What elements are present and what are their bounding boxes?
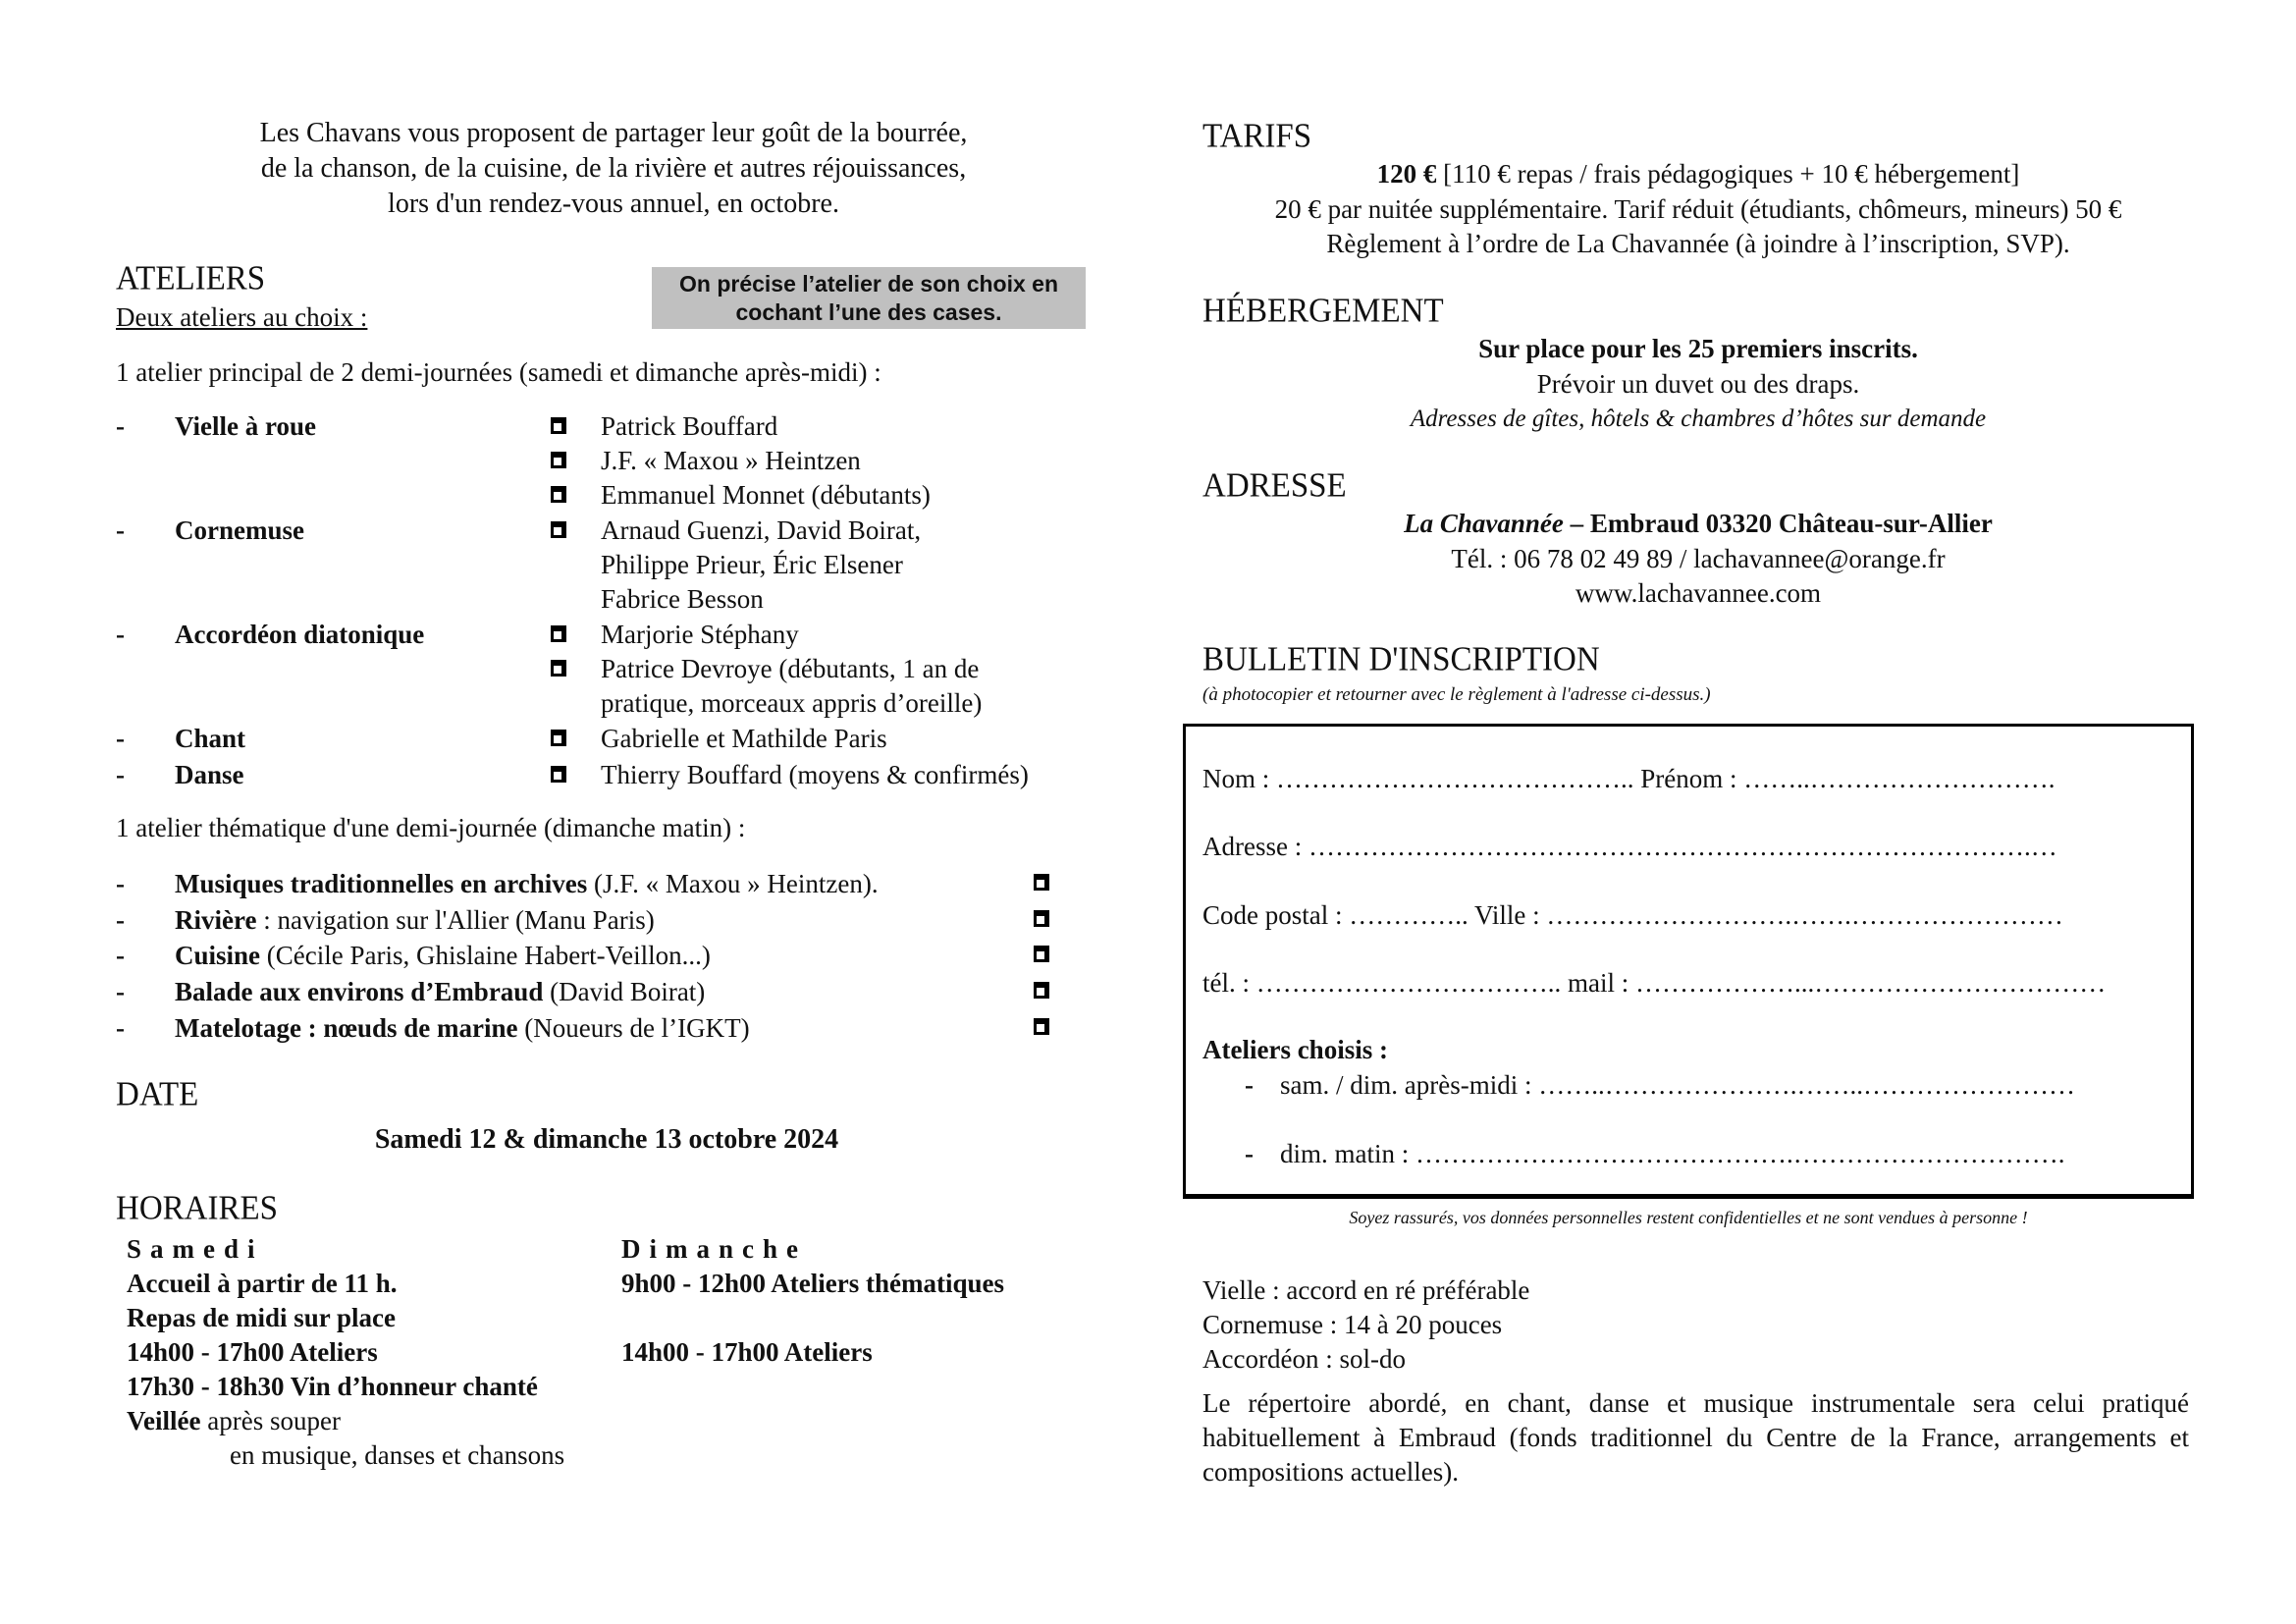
schedule-item: 14h00 - 17h00 Ateliers: [127, 1337, 378, 1367]
principal-row: [116, 582, 1097, 616]
thematique-label: [175, 903, 655, 937]
principal-row: [116, 652, 1097, 685]
price-main: 120 €: [1376, 159, 1437, 189]
teacher-option: Emmanuel Monnet (débutants): [601, 480, 931, 510]
bullet-dash: -: [116, 411, 125, 441]
notice-box: On précise l’atelier de son choix en cochant l’une des cases.: [652, 267, 1086, 329]
intro-paragraph: [147, 116, 1080, 222]
veillee-line2: en musique, danses et chansons: [230, 1440, 565, 1470]
teacher-option-continued: pratique, morceaux appris d’oreille): [601, 688, 983, 718]
privacy-note: Soyez rassurés, vos données personnelles restent confidentielles et ne sont vendues à personne !: [1349, 1208, 2028, 1227]
instrument-label: Accordéon diatonique: [175, 620, 425, 649]
checkbox[interactable]: [1034, 874, 1049, 891]
bullet-dash: -: [116, 1013, 125, 1043]
schedule-item-veillee: [127, 1404, 564, 1438]
thematique-title: Matelotage : nœuds de marine: [175, 1013, 518, 1043]
thematique-label: [175, 867, 879, 900]
tel-field[interactable]: tél. : ……………………………..: [1202, 968, 1568, 998]
bullet-dash: -: [116, 760, 125, 789]
teacher-option: J.F. « Maxou » Heintzen: [601, 446, 861, 475]
thematique-label: [175, 939, 711, 972]
form-row-code-ville: [1202, 898, 2063, 933]
thematique-intro: 1 atelier thématique d'une demi-journée (dimanche matin) :: [116, 813, 746, 842]
org-place: – Embraud 03320 Château-sur-Allier: [1563, 509, 1993, 538]
thematique-detail: : navigation sur l'Allier (Manu Paris): [256, 905, 655, 935]
principal-row-chant: [116, 722, 1097, 755]
nom-field[interactable]: Nom : …………………………………..: [1202, 764, 1641, 793]
principal-row: [116, 548, 1097, 581]
checkbox[interactable]: [551, 486, 566, 503]
checkbox[interactable]: [551, 625, 566, 642]
thematique-title: Cuisine: [175, 941, 261, 970]
principal-row-cornemuse: [116, 514, 1097, 547]
adresse-line1: [1202, 507, 2194, 541]
thematique-label: [175, 975, 705, 1008]
org-name: La Chavannée: [1404, 509, 1564, 538]
bullet-dash: -: [116, 869, 125, 898]
thematique-row: [116, 939, 1097, 972]
day-label-dimanche: Dimanche: [621, 1234, 807, 1264]
schedule-samedi: [127, 1232, 564, 1473]
matin-field[interactable]: dim. matin : …………………………………….………………………….: [1280, 1139, 2065, 1168]
note-accordeon: Accordéon : sol-do: [1202, 1344, 1406, 1374]
code-postal-field[interactable]: Code postal : …………..: [1202, 900, 1475, 930]
principal-row: [116, 444, 1097, 477]
hebergement-line1: Sur place pour les 25 premiers inscrits.: [1478, 334, 1918, 363]
note-repertoire: Le répertoire abordé, en chant, danse et musique instrumentale sera celui pratiqué habituellement à Embraud (fonds traditionnel du Centre de la France, arrangements et compositions actuelles).: [1202, 1388, 2189, 1487]
instrument-label: Cornemuse: [175, 515, 304, 545]
principal-row: [116, 686, 1097, 720]
bullet-dash: -: [116, 515, 125, 545]
thematique-label: [175, 1011, 750, 1045]
bulletin-note: (à photocopier et retourner avec le règlement à l'adresse ci-dessus.): [1202, 684, 1711, 705]
horaires-heading: HORAIRES: [116, 1190, 279, 1227]
checkbox[interactable]: [551, 766, 566, 783]
thematique-row: [116, 1011, 1097, 1045]
adresse-website[interactable]: www.lachavannee.com: [1575, 578, 1822, 608]
schedule-item: 14h00 - 17h00 Ateliers: [621, 1337, 873, 1367]
tarifs-price: [1202, 157, 2194, 191]
tarifs-line2: 20 € par nuitée supplémentaire. Tarif réduit (étudiants, chômeurs, mineurs) 50 €: [1274, 194, 2122, 224]
schedule-item: 9h00 - 12h00 Ateliers thématiques: [621, 1269, 1004, 1298]
thematique-title: Balade aux environs d’Embraud: [175, 977, 544, 1006]
date-heading: DATE: [116, 1076, 199, 1113]
instrument-label: Chant: [175, 724, 246, 753]
instrument-label: Danse: [175, 760, 244, 789]
teacher-option: Arnaud Guenzi, David Boirat,: [601, 515, 922, 545]
thematique-detail: (J.F. « Maxou » Heintzen).: [587, 869, 879, 898]
bullet-dash: -: [116, 977, 125, 1006]
veillee-rest: après souper: [200, 1406, 341, 1435]
thematique-detail: (Cécile Paris, Ghislaine Habert-Veillon...): [260, 941, 711, 970]
veillee-bold: Veillée: [127, 1406, 201, 1435]
principal-row-accordeon: [116, 618, 1097, 651]
bullet-dash: -: [1245, 1070, 1254, 1100]
mail-field[interactable]: mail : ………………...……………………………: [1568, 968, 2107, 998]
schedule-item: 17h30 - 18h30 Vin d’honneur chanté: [127, 1372, 538, 1401]
thematique-row: [116, 867, 1097, 900]
adresse-field[interactable]: Adresse : ……………………………………………………………………….…: [1202, 832, 2057, 861]
form-row-nom: [1202, 762, 2056, 796]
thematique-detail: (Noueurs de l’IGKT): [517, 1013, 750, 1043]
hebergement-heading: HÉBERGEMENT: [1202, 293, 1444, 330]
thematique-row: [116, 975, 1097, 1008]
teacher-option-continued: Fabrice Besson: [601, 584, 764, 614]
principal-row-vielle: [116, 409, 1097, 443]
teacher-option: Marjorie Stéphany: [601, 620, 799, 649]
checkbox[interactable]: [551, 521, 566, 538]
thematique-title: Musiques traditionnelles en archives: [175, 869, 588, 898]
bullet-dash: -: [116, 620, 125, 649]
ville-field[interactable]: Ville : ……………………….…….……………………: [1474, 900, 2063, 930]
thematique-row: [116, 903, 1097, 937]
checkbox[interactable]: [551, 730, 566, 746]
form-row-apres-midi: [1245, 1068, 2075, 1103]
thematique-title: Rivière: [175, 905, 257, 935]
teacher-option-continued: Philippe Prieur, Éric Elsener: [601, 550, 903, 579]
bullet-dash: -: [1245, 1139, 1254, 1168]
checkbox[interactable]: [1034, 982, 1049, 999]
principal-row: [116, 478, 1097, 512]
ateliers-choisis-label: Ateliers choisis :: [1202, 1035, 1388, 1064]
checkbox[interactable]: [1034, 946, 1049, 962]
teacher-option: Thierry Bouffard (moyens & confirmés): [601, 760, 1029, 789]
checkbox[interactable]: [551, 417, 566, 434]
thematique-detail: (David Boirat): [543, 977, 706, 1006]
adresse-heading: ADRESSE: [1202, 467, 1347, 505]
apres-midi-field[interactable]: sam. / dim. après-midi : ……..………………….……..……………………: [1280, 1070, 2075, 1100]
schedule-item: Repas de midi sur place: [127, 1303, 397, 1332]
hebergement-line3: Adresses de gîtes, hôtels & chambres d’hôtes sur demande: [1410, 406, 1987, 432]
day-label-samedi: Samedi: [127, 1234, 264, 1264]
principal-intro: 1 atelier principal de 2 demi-journées (samedi et dimanche après-midi) :: [116, 357, 881, 387]
teacher-option: Patrice Devroye (débutants, 1 an de: [601, 654, 980, 683]
checkbox[interactable]: [551, 660, 566, 677]
note-vielle: Vielle : accord en ré préférable: [1202, 1275, 1530, 1305]
hebergement-line2: Prévoir un duvet ou des draps.: [1536, 369, 1860, 399]
form-row-matin: [1245, 1137, 2065, 1171]
teacher-option: Gabrielle et Mathilde Paris: [601, 724, 887, 753]
checkbox[interactable]: [1034, 910, 1049, 927]
price-detail: [110 € repas / frais pédagogiques + 10 € hébergement]: [1436, 159, 2020, 189]
intro-line: Les Chavans vous proposent de partager leur goût de la bourrée,: [259, 118, 968, 148]
intro-line: lors d'un rendez-vous annuel, en octobre.: [388, 189, 839, 219]
adresse-contact: Tél. : 06 78 02 49 89 / lachavannee@orange.fr: [1451, 544, 1946, 573]
bullet-dash: -: [116, 724, 125, 753]
instrument-label: Vielle à roue: [175, 411, 316, 441]
schedule-item: Accueil à partir de 11 h.: [127, 1269, 398, 1298]
intro-line: de la chanson, de la cuisine, de la rivière et autres réjouissances,: [260, 153, 967, 184]
ateliers-subheading: Deux ateliers au choix :: [116, 302, 368, 332]
checkbox[interactable]: [551, 452, 566, 468]
teacher-option: Patrick Bouffard: [601, 411, 778, 441]
tarifs-heading: TARIFS: [1202, 118, 1312, 155]
prenom-field[interactable]: Prénom : ……..……………………….: [1640, 764, 2056, 793]
schedule-dimanche: [621, 1232, 1004, 1370]
form-row-adresse: [1202, 830, 2057, 864]
date-value: Samedi 12 & dimanche 13 octobre 2024: [374, 1124, 839, 1155]
tarifs-line3: Règlement à l’ordre de La Chavannée (à joindre à l’inscription, SVP).: [1326, 229, 2070, 258]
bulletin-heading: BULLETIN D'INSCRIPTION: [1202, 641, 1600, 678]
principal-row-danse: [116, 758, 1097, 791]
checkbox[interactable]: [1034, 1018, 1049, 1035]
form-row-tel-mail: [1202, 966, 2106, 1001]
note-cornemuse: Cornemuse : 14 à 20 pouces: [1202, 1310, 1503, 1339]
bullet-dash: -: [116, 905, 125, 935]
bullet-dash: -: [116, 941, 125, 970]
ateliers-heading: ATELIERS: [116, 260, 266, 298]
